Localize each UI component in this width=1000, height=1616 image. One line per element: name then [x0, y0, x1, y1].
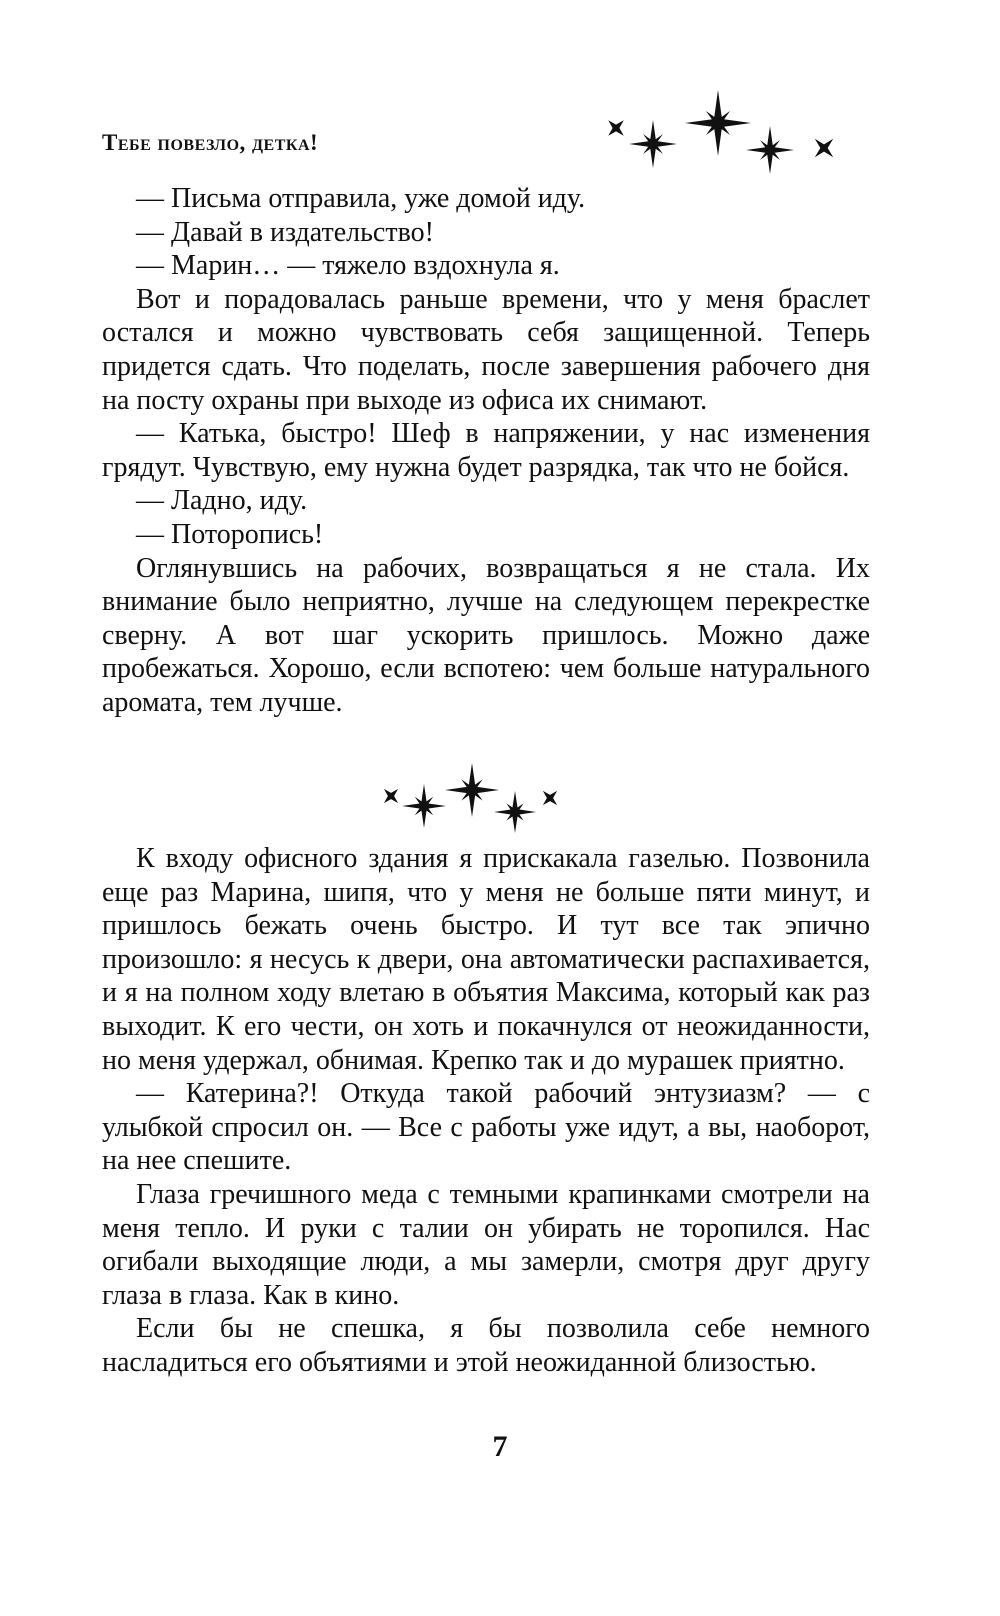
paragraph: — Письма отправила, уже домой иду.: [136, 183, 586, 214]
text-block-before-break: [102, 182, 870, 720]
paragraph: — Катька, быстро! Шеф в напряжении, у нас изменения грядут. Чувствую, ему нужна будет разрядка, так что не бойся.: [102, 418, 870, 483]
paragraph: К входу офисного здания я прискакала газелью. Позвонила еще раз Марина, шипя, что у меня не больше пяти минут, и пришлось бежать очень быстро. И тут все так эпично произошло: я несусь к двери, она автоматически распахивается, и я на полном ходу влетаю в объятия Максима, который как раз выходит. К его чести, он хоть и покачнулся от неожиданности, но меня удержал, обнимая. Крепко так и до мурашек приятно.: [102, 843, 870, 1076]
paragraph: Если бы не спешка, я бы позволила себе немного насладиться его объятиями и этой неожиданной близостью.: [102, 1313, 870, 1378]
paragraph: — Марин… — тяжело вздохнула я.: [136, 250, 560, 282]
paragraph: — Катерина?! Откуда такой рабочий энтузиазм? — с улыбкой спросил он. — Все с работы уже идут, а вы, наоборот, на нее спешите.: [102, 1078, 870, 1177]
paragraph: Оглянувшись на рабочих, возвращаться я не стала. Их внимание было неприятно, лучше на следующем перекрестке сверну. А вот шаг ускорить пришлось. Можно даже пробежаться. Хорошо, если вспотею: чем больше натурального аромата, тем лучше.: [102, 552, 870, 718]
paragraph: Глаза гречишного меда с темными крапинками смотрели на меня тепло. И руки с талии он убирать не торопился. Нас огибали выходящие люди, а мы замерли, смотря друг другу глаза в глаза. Как в кино.: [102, 1178, 870, 1311]
paragraph: — Поторопись!: [136, 518, 324, 550]
page-number: 7: [492, 1430, 508, 1463]
stars-ornament-icon: [600, 90, 845, 180]
paragraph: — Давай в издательство!: [136, 216, 434, 248]
paragraph: Вот и порадовалась раньше времени, что у меня браслет остался и можно чувствовать себя защищенной. Теперь придется сдать. Что поделать, после завершения рабочего дня на посту охраны при выходе из офиса их снимают.: [102, 283, 870, 416]
paragraph: — Ладно, иду.: [136, 485, 308, 517]
running-head: Тебе повезло, детка!: [102, 130, 319, 155]
text-block-after-break: [102, 842, 870, 1380]
stars-separator-icon: [380, 762, 570, 834]
